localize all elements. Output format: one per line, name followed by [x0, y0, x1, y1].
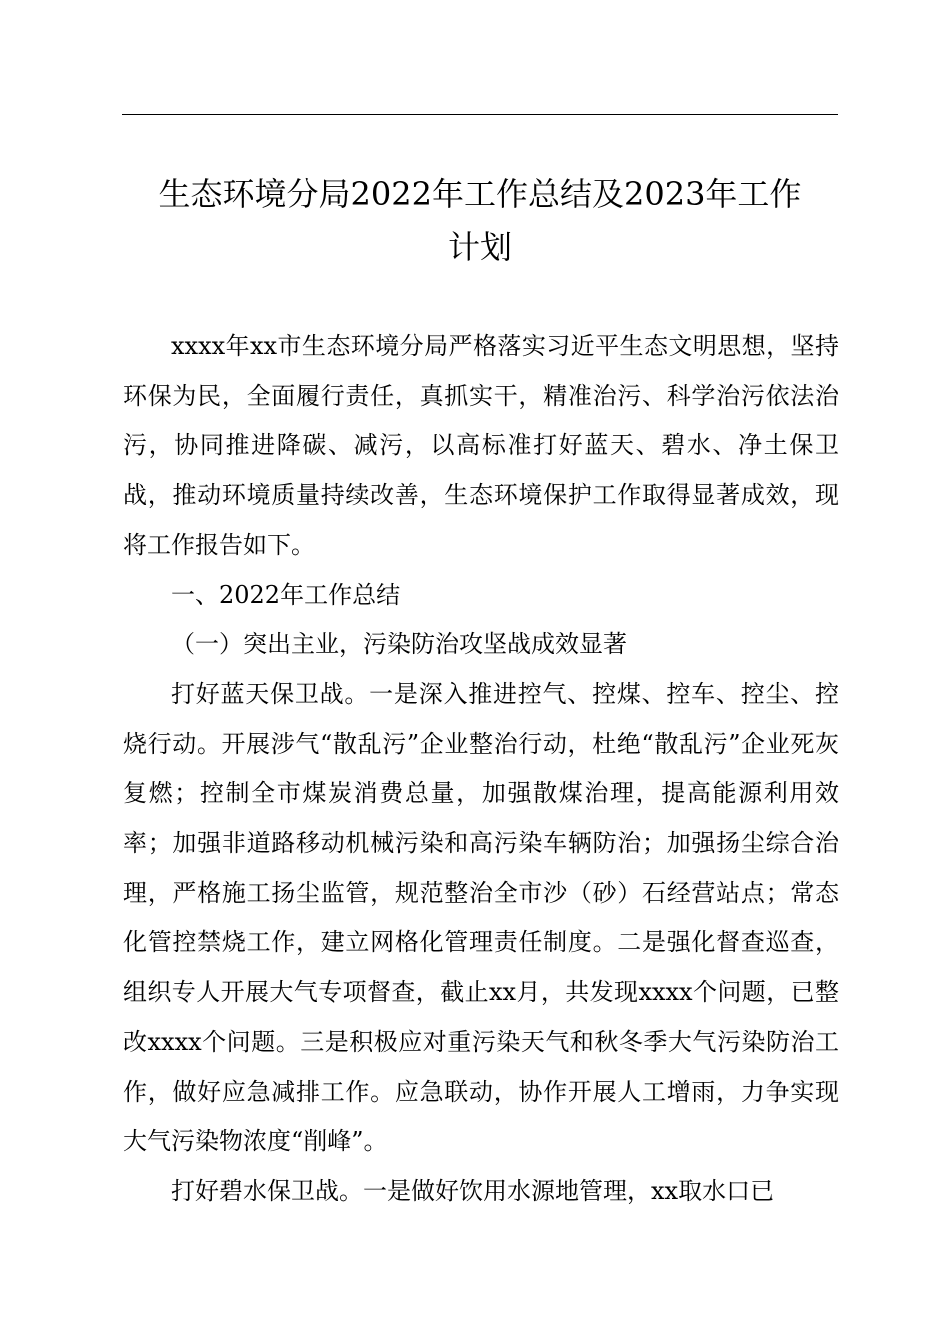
document-title [122, 168, 838, 274]
subsection-heading: （一）突出主业，污染防治攻坚战成效显著 [171, 630, 627, 659]
intro-paragraph: xxxx年xx市生态环境分局严格落实习近平生态文明思想，坚持环保为民，全面履行责任，真抓实干，精准治污、科学治污依法治污，协同推进降碳、减污，以高标准打好蓝天、碧水、净土保卫战，推动环境质量持续改善，生态环境保护工作取得显著成效，现将工作报告如下。 [123, 332, 839, 559]
title-line-2: 计划 [447, 228, 512, 266]
header-rule [122, 114, 838, 115]
document-body [123, 322, 839, 1217]
blue-sky-paragraph: 打好蓝天保卫战。一是深入推进控气、控煤、控车、控尘、控烧行动。开展涉气“散乱污”企业整治行动，杜绝“散乱污”企业死灰复燃；控制全市煤炭消费总量，加强散煤治理，提高能源利用效率；加强非道路移动机械污染和高污染车辆防治；加强扬尘综合治理，严格施工扬尘监管，规范整治全市沙（砂）石经营站点；常态化管控禁烧工作，建立网格化管理责任制度。二是强化督查巡查，组织专人开展大气专项督查，截止xx月，共发现xxxx个问题，已整改xxxx个问题。三是积极应对重污染天气和秋冬季大气污染防治工作，做好应急减排工作。应急联动，协作开展人工增雨，力争实现大气污染物浓度“削峰”。 [123, 679, 839, 1156]
section-heading: 一、2022年工作总结 [171, 580, 401, 609]
title-line-1: 生态环境分局2022年工作总结及2023年工作 [158, 175, 802, 213]
clear-water-paragraph: 打好碧水保卫战。一是做好饮用水源地管理，xx取水口已 [171, 1176, 775, 1205]
